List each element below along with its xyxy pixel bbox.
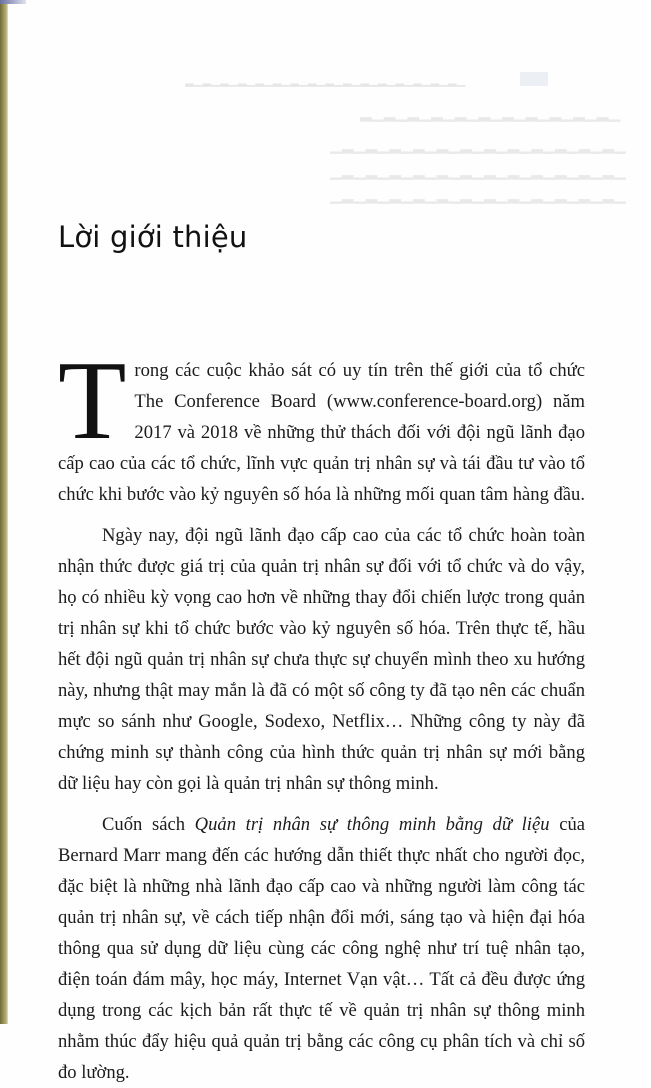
- drop-cap: T: [58, 339, 127, 463]
- bleed-through-header: ▁▂▁▂▁▂▁▂▁▂▁▂▁▂▁▂▁▂▁▂▁▂▁▂▁▂▁▂▁▂▁▂: [185, 75, 466, 87]
- scan-artifact: [0, 0, 26, 4]
- chapter-title: Lời giới thiệu: [58, 220, 248, 254]
- paragraph-1: [58, 339, 586, 510]
- book-spine-edge: [0, 0, 8, 1024]
- paragraph-2: Ngày nay, đội ngũ lãnh đạo cấp cao của các tổ chức hoàn toàn nhận thức được giá trị của quản trị nhân sự đối với tổ chức và do vậy, họ có nhiều kỳ vọng cao hơn về những thay đổi chiến lược trong quản trị nhân sự khi tổ chức bước vào kỷ nguyên số hóa. Trên thực tế, hầu hết đội ngũ quản trị nhân sự chưa thực sự chuyển mình theo xu hướng này, nhưng thật may mắn là đã có một số công ty đã tạo nên các chuẩn mực so sánh như Google, Sodexo, Netflix… Những công ty này đã chứng minh sự thành công của hình thức quản trị nhân sự mới bằng dữ liệu hay còn gọi là quản trị nhân sự thông minh.: [58, 525, 585, 794]
- body-text: [58, 339, 586, 1088]
- paragraph-3-lead: Cuốn sách: [102, 814, 195, 835]
- book-title: Quản trị nhân sự thông minh bằng dữ liệu: [194, 814, 550, 835]
- bleed-through-line: ▁▂▁▂▁▂▁▂▁▂▁▂▁▂▁▂▁▂▁▂▁▂: [360, 106, 621, 122]
- bleed-through-line: ▁▂▁▂▁▂▁▂▁▂▁▂▁▂▁▂▁▂▁▂▁▂▁▂▁: [330, 164, 626, 180]
- paragraph-3-rest: của Bernard Marr mang đến các hướng dẫn thiết thực nhất cho người đọc, đặc biệt là những nhà lãnh đạo cấp cao và những người làm công tác quản trị nhân sự, về cách tiếp nhận đổi mới, sáng tạo và hiện đại hóa thông qua sử dụng dữ liệu cùng các công nghệ như trí tuệ nhân tạo, điện toán đám mây, học máy, Internet Vạn vật… Tất cả đều được ứng dụng trong các kịch bản rất thực tế về quản trị nhân sự thông minh nhằm thúc đẩy hiệu quả quản trị bằng các công cụ phân tích và chỉ số đo lường.: [58, 814, 586, 1083]
- bleed-through-logo: [520, 72, 548, 86]
- paragraph-1-text: rong các cuộc khảo sát có uy tín trên thế giới của tổ chức The Conference Board (www.conference-board.org) năm 2017 và 2018 về những thử thách đối với đội ngũ lãnh đạo cấp cao của các tổ chức, lĩnh vực quản trị nhân sự và tái đầu tư vào tổ chức khi bước vào kỷ nguyên số hóa là những mối quan tâm hàng đầu.: [58, 360, 586, 505]
- paragraph-3: [58, 809, 585, 1088]
- bleed-through-line: ▁▂▁▂▁▂▁▂▁▂▁▂▁▂▁▂▁▂▁▂▁▂▁▂▁: [330, 138, 626, 154]
- bleed-through-line: ▁▂▁▂▁▂▁▂▁▂▁▂▁▂▁▂▁▂▁▂▁▂▁▂▁: [330, 188, 626, 204]
